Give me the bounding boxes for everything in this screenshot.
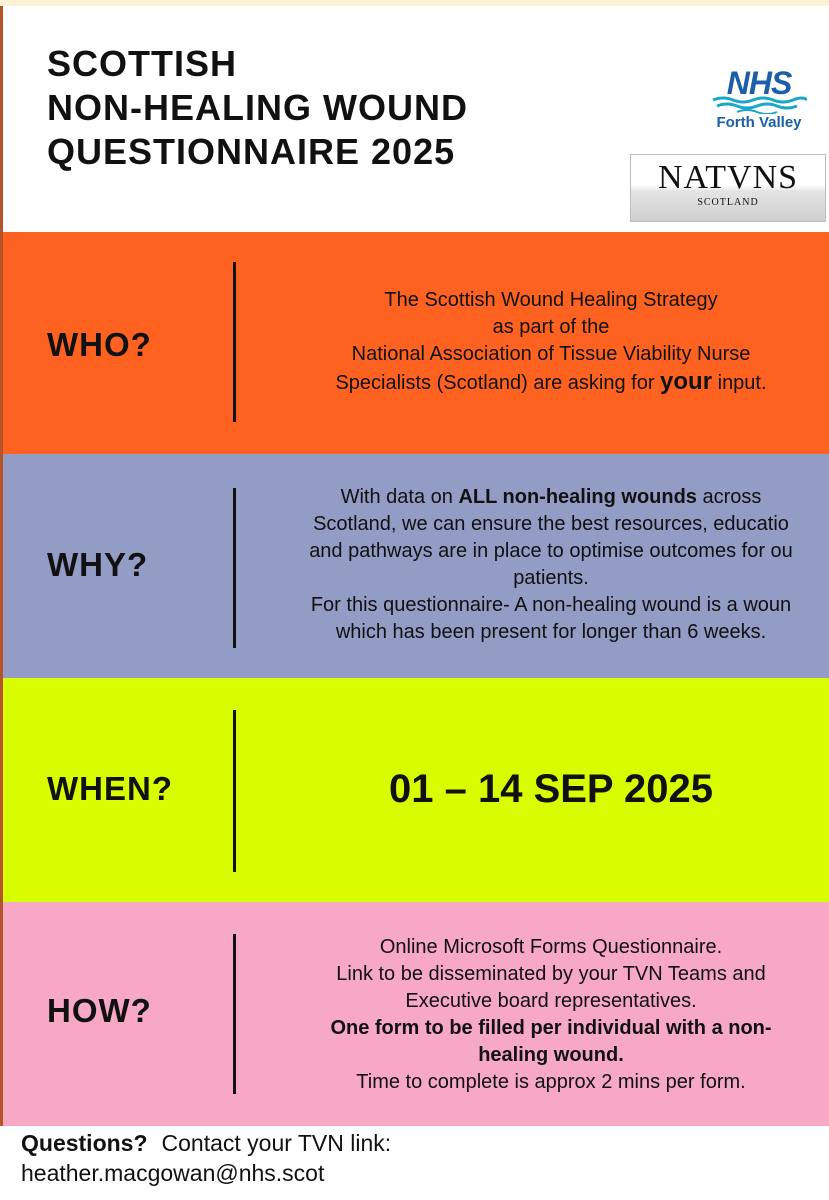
how-text: [243, 934, 829, 1096]
nhs-forth-valley-logo: [706, 66, 812, 131]
section-divider: [233, 488, 236, 648]
nhs-logo-subtitle: Forth Valley: [716, 114, 802, 131]
natvns-logo-subtitle: SCOTLAND: [697, 197, 759, 208]
nhs-waves-icon: [711, 96, 807, 114]
how-line-2: Link to be disseminated by your TVN Teams and: [336, 963, 766, 985]
contact-footer: [3, 1126, 829, 1200]
poster-header: [3, 6, 829, 232]
who-line-4: [243, 368, 829, 397]
section-divider: [233, 710, 236, 872]
footer-contact-text: Contact your TVN link:: [161, 1130, 392, 1156]
title-line-2: NON-HEALING WOUND: [47, 87, 468, 128]
section-label-why: WHY?: [47, 546, 149, 583]
section-label-when: WHEN?: [47, 770, 173, 807]
why-line-5: For this questionnaire- A non-healing wound is a woun: [310, 594, 792, 616]
natvns-scotland-logo: [630, 154, 826, 222]
who-line-1: The Scottish Wound Healing Strategy: [384, 289, 718, 311]
footer-email[interactable]: heather.macgowan@nhs.scot: [21, 1160, 325, 1186]
why-line-1-bold: ALL non-healing wounds: [458, 486, 697, 508]
section-label-who: WHO?: [47, 326, 152, 363]
when-date: 01 – 14 SEP 2025: [389, 767, 713, 811]
why-line-1-post: across: [696, 486, 762, 508]
why-line-3: and pathways are in place to optimise outcomes for ou: [309, 540, 793, 562]
who-line-3: National Association of Tissue Viability Nurse: [351, 343, 751, 365]
footer-question-line: [21, 1128, 391, 1158]
who-emphasis-your: your: [660, 368, 713, 395]
footer-question-label: Questions?: [21, 1130, 148, 1156]
why-line-2: Scotland, we can ensure the best resources, educatio: [313, 513, 789, 535]
title-line-3: QUESTIONNAIRE 2025: [47, 131, 456, 172]
section-when: [3, 678, 829, 902]
why-line-1-pre: With data on: [340, 486, 459, 508]
who-line-4-pre: Specialists (Scotland) are asking for: [335, 372, 661, 394]
section-who: [3, 232, 829, 454]
title-line-1: SCOTTISH: [47, 43, 238, 84]
section-how: [3, 902, 829, 1126]
nhs-logo-mark: NHS: [711, 66, 807, 100]
who-text: [243, 287, 829, 397]
how-line-1: Online Microsoft Forms Questionnaire.: [379, 936, 723, 958]
why-text: [243, 484, 829, 646]
natvns-logo-mark: NATVNS: [657, 159, 799, 196]
who-line-2: as part of the: [492, 316, 610, 338]
how-final-line: Time to complete is approx 2 mins per form.: [356, 1071, 746, 1093]
why-line-4: patients.: [513, 567, 589, 589]
why-line-6: which has been present for longer than 6 weeks.: [335, 621, 767, 643]
section-label-how: HOW?: [47, 992, 152, 1029]
poster-title: [47, 42, 468, 174]
how-bold-line-1: One form to be filled per individual with a non-: [330, 1017, 772, 1039]
who-line-4-post: input.: [712, 372, 767, 394]
how-line-3: Executive board representatives.: [405, 990, 697, 1012]
section-divider: [233, 934, 236, 1094]
why-line-1: [243, 484, 829, 511]
section-why: [3, 454, 829, 678]
section-divider: [233, 262, 236, 422]
how-bold-line-2: healing wound.: [478, 1044, 624, 1066]
